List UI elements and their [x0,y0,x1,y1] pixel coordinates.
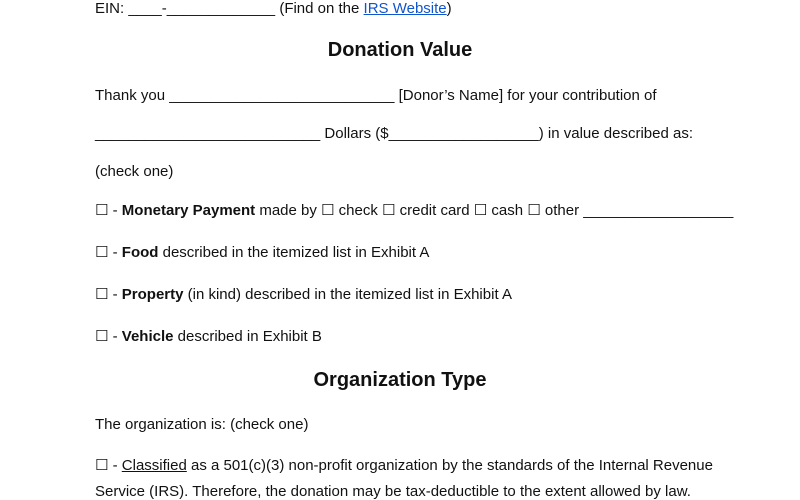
classified-continuation: Service (IRS). Therefore, the donation may be tax-deductible to the extent allowed by law. [95,483,691,500]
ein-prefix: EIN: ____-_____________ (Find on the [95,0,364,17]
option-food-rest: described in the itemized list in Exhibit A [158,244,430,261]
option-monetary-rest: made by ☐ check ☐ credit card ☐ cash ☐ other __________________ [255,202,734,219]
checkbox-monetary[interactable]: ☐ - [95,202,122,219]
checkbox-classified[interactable]: ☐ - [95,457,122,474]
option-classified [95,457,713,475]
dollars-line: ___________________________ Dollars ($__________________) in value described as: [95,125,694,142]
ein-line [95,0,452,18]
option-vehicle [95,328,322,346]
option-vehicle-rest: described in Exhibit B [173,328,322,345]
option-vehicle-title: Vehicle [121,328,174,345]
irs-website-link[interactable]: IRS Website [363,0,447,17]
checkbox-food[interactable]: ☐ - [95,244,122,261]
ein-suffix: ) [446,0,452,17]
classified-label: Classified [121,457,187,474]
donor-name-line: Thank you ___________________________ [Donor’s Name] for your contribution of [95,87,657,104]
option-food-title: Food [121,244,159,261]
classified-rest: as a 501(c)(3) non-profit organization by the standards of the Internal Revenue [186,457,713,474]
donation-value-heading: Donation Value [327,39,473,61]
option-property-title: Property [121,286,184,303]
option-monetary-payment [95,202,733,220]
organization-type-heading: Organization Type [313,369,487,391]
option-property-rest: (in kind) described in the itemized list in Exhibit A [183,286,512,303]
checkbox-vehicle[interactable]: ☐ - [95,328,122,345]
option-property [95,286,512,304]
checkbox-property[interactable]: ☐ - [95,286,122,303]
option-food [95,244,429,262]
check-one-label: (check one) [95,163,174,180]
option-monetary-title: Monetary Payment [121,202,256,219]
organization-intro: The organization is: (check one) [95,416,309,433]
